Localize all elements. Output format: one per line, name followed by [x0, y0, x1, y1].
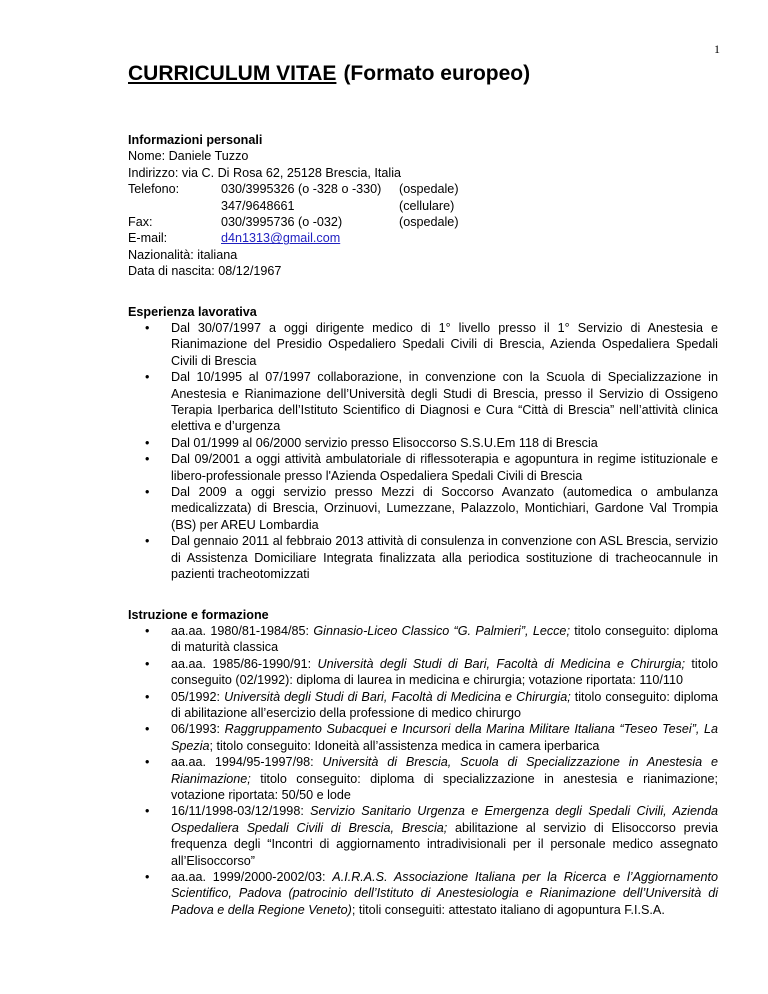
- item-institution: Raggruppamento Subacquei e Incursori della Marina Militare Italiana “Teseo Tesei”, La Spezia: [171, 722, 718, 753]
- fax-row: [128, 214, 718, 230]
- list-item: • Dal 09/2001 a oggi attività ambulatoriale di riflessoterapia e agopuntura in regime istituzionale e libero-professionale presso l'Azienda Ospedaliera Spedali Civili di Brescia: [128, 451, 718, 484]
- item-institution: Università di Brescia, Scuola di Specializzazione in Anestesia e Rianimazione;: [171, 755, 718, 786]
- item-institution: Università degli Studi di Bari, Facoltà di Medicina e Chirurgia;: [224, 689, 571, 704]
- list-item: [128, 869, 718, 918]
- item-date: aa.aa. 1980/81-1984/85:: [171, 623, 314, 638]
- list-item: [128, 656, 718, 689]
- list-item: [128, 754, 718, 803]
- section-education: [128, 607, 718, 919]
- list-item: • Dal 01/1999 al 06/2000 servizio presso Elisoccorso S.S.U.Em 118 di Brescia: [128, 435, 718, 451]
- item-date: aa.aa. 1999/2000-2002/03:: [171, 870, 333, 884]
- list-item: • Dal gennaio 2011 al febbraio 2013 attività di consulenza in convenzione con ASL Brescia, servizio di Assistenza Domiciliare Integrata finalizzata alla periodica sostituzione di tracheocannule in pazienti tracheotomizzati: [128, 533, 718, 582]
- phone-row: [128, 181, 718, 197]
- section-heading: Esperienza lavorativa: [128, 304, 257, 319]
- phone-mobile-note: (cellulare): [399, 198, 455, 213]
- fax-label: Fax:: [128, 215, 153, 229]
- list-item: [128, 803, 718, 869]
- item-institution: Ginnasio-Liceo Classico “G. Palmieri”, Lecce;: [313, 623, 570, 638]
- email-row: [128, 230, 718, 246]
- section-work-experience: [128, 304, 718, 583]
- item-date: 06/1993:: [171, 722, 225, 737]
- education-list: [128, 623, 718, 918]
- name-line: Nome: Daniele Tuzzo: [128, 149, 249, 164]
- document-title: [128, 64, 718, 104]
- list-item: [128, 689, 718, 722]
- address-line: Indirizzo: via C. Di Rosa 62, 25128 Brescia, Italia: [128, 165, 401, 180]
- item-detail: ; titolo conseguito: Idoneità all’assistenza medica in camera iperbarica: [209, 738, 600, 753]
- list-item: • Dal 2009 a oggi servizio presso Mezzi di Soccorso Avanzato (automedica o ambulanza medicalizzata) di Brescia, Orzinuovi, Lumezzane, Palazzolo, Montichiari, Gardone Val Trompia (BS) per AREU Lombardia: [128, 484, 718, 533]
- fax-number: 030/3995736 (o -032): [221, 215, 343, 229]
- phone-office: 030/3995326 (o -328 o -330): [221, 182, 382, 197]
- page-number: 1: [714, 42, 720, 56]
- birthdate-line: Data di nascita: 08/12/1967: [128, 264, 282, 279]
- item-date: 16/11/1998-03/12/1998:: [171, 804, 311, 819]
- item-detail: titolo conseguito: diploma di maturità classica: [171, 623, 718, 655]
- phone-office-note: (ospedale): [399, 182, 459, 197]
- fax-note: (ospedale): [399, 215, 459, 229]
- item-detail: ; titoli conseguiti: attestato italiano di agopuntura F.I.S.A.: [351, 902, 665, 917]
- item-date: aa.aa. 1994/95-1997/98:: [171, 755, 323, 770]
- phone-label: Telefono:: [128, 182, 180, 197]
- title-main: CURRICULUM VITAE: [128, 62, 337, 85]
- phone-row-2: [128, 198, 718, 214]
- section-heading: Informazioni personali: [128, 133, 263, 147]
- item-institution: Servizio Sanitario Urgenza e Emergenza degli Spedali Civili, Azienda Ospedaliera Spedali Civili di Brescia, Brescia;: [171, 804, 718, 835]
- phone-mobile: 347/9648661: [221, 198, 295, 213]
- item-detail: abilitazione al servizio di Elisoccorso previa frequenza degli “Incontri di aggiornamento intradivisionali per il personale medico assegnato all’Elisoccorso”: [171, 820, 718, 868]
- list-item: • Dal 30/07/1997 a oggi dirigente medico di 1° livello presso il 1° Servizio di Anestesia e Rianimazione del Presidio Ospedaliero Spedali Civili di Brescia, Azienda Ospedaliera Spedali Civili di Brescia: [128, 320, 718, 369]
- section-heading: Istruzione e formazione: [128, 607, 269, 622]
- work-list: [128, 320, 718, 583]
- cv-document: [128, 64, 718, 918]
- item-detail: titolo conseguito: diploma di abilitazione all’esercizio della professione di medico chirurgo: [171, 689, 718, 720]
- item-date: aa.aa. 1985/86-1990/91:: [171, 656, 318, 671]
- nationality-line: Nazionalità: italiana: [128, 247, 238, 262]
- item-detail: titolo conseguito: diploma di specializzazione in anestesia e rianimazione; votazione riportata: 50/50 e lode: [171, 771, 718, 802]
- list-item: [128, 721, 718, 754]
- list-item: • Dal 10/1995 al 07/1997 collaborazione, in convenzione con la Scuola di Specializzazione in Anestesia e Rianimazione dell’Università degli Studi di Brescia, presso il Servizio di Ossigeno Terapia Iperbarica dell’Istituto Scientifico di Diagnosi e Cura “Città di Brescia” nell’attività clinica elettiva e d’urgenza: [128, 369, 718, 435]
- email-link[interactable]: d4n1313@gmail.com: [221, 231, 341, 246]
- item-institution: A.I.R.A.S. Associazione Italiana per la Ricerca e l’Aggiornamento Scientifico, Padova (patrocinio dell’Istituto di Anestesiologia e Rianimazione dell’Università di Padova e della Regione Veneto): [171, 870, 718, 917]
- title-sub: (Formato europeo): [343, 62, 531, 85]
- email-label: E-mail:: [128, 231, 168, 246]
- list-item: [128, 623, 718, 656]
- item-date: 05/1992:: [171, 689, 225, 704]
- section-personal-info: [128, 132, 718, 280]
- item-detail: titolo conseguito (02/1992): diploma di laurea in medicina e chirurgia; votazione riportata: 110/110: [171, 656, 718, 688]
- item-institution: Università degli Studi di Bari, Facoltà di Medicina e Chirurgia;: [317, 656, 686, 671]
